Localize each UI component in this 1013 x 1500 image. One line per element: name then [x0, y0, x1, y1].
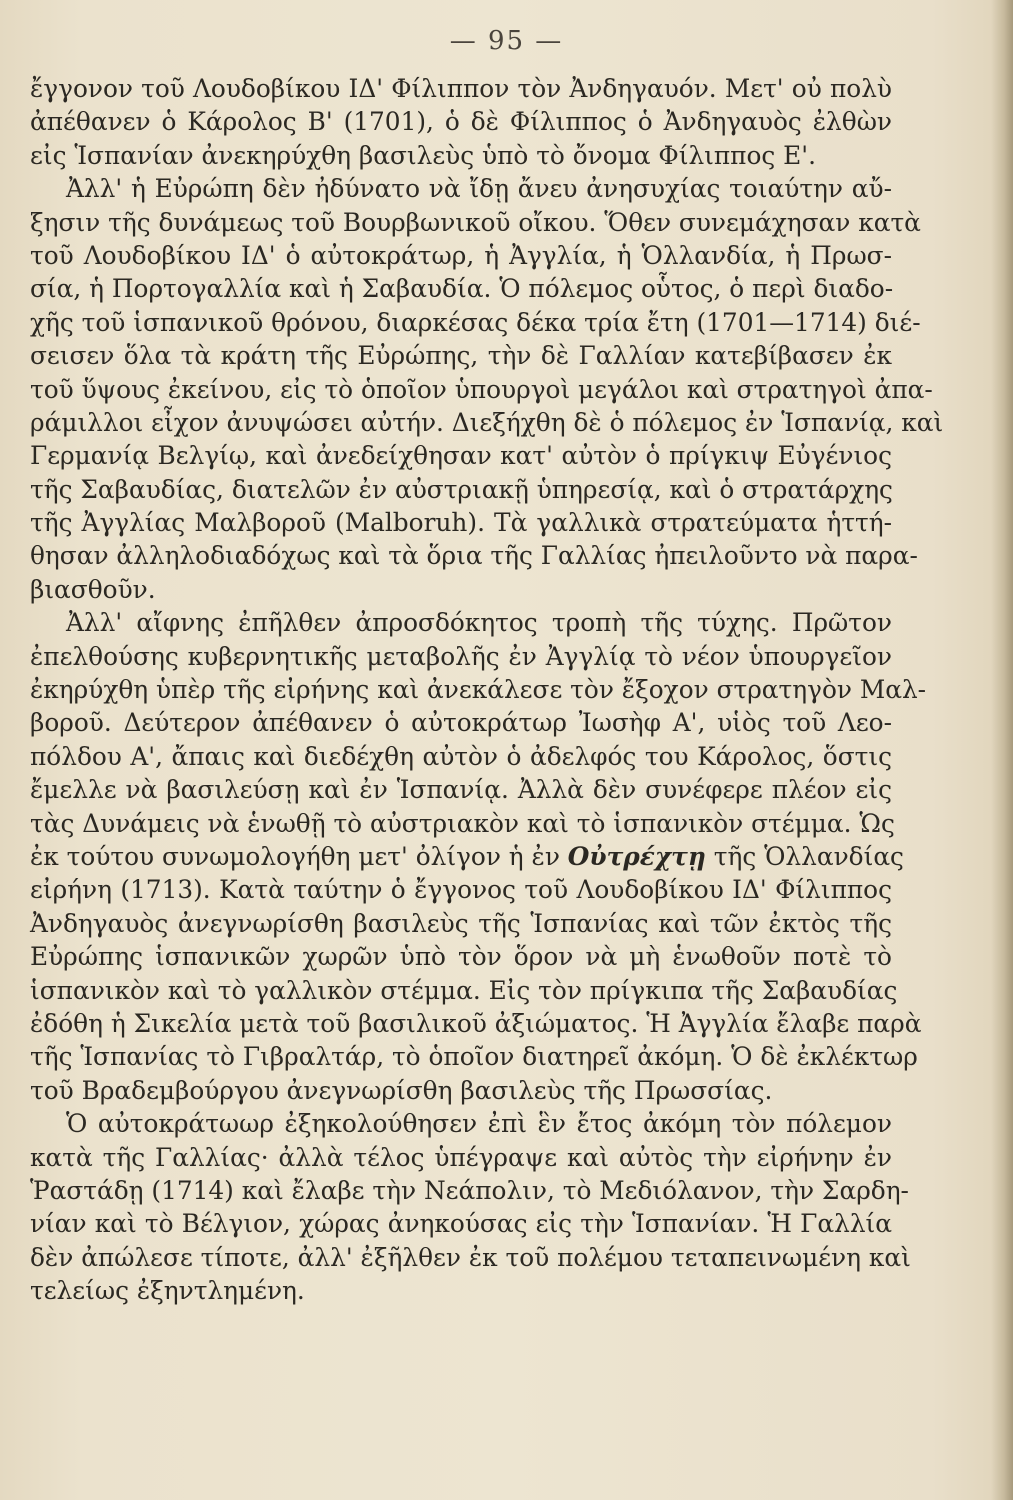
text-line: ἱσπανικὸν καὶ τὸ γαλλικὸν στέμμα. Εἰς τὸν πρίγκιπα τῆς Σαβαυδίας — [30, 975, 898, 1005]
text-line: ἐκηρύχθη ὑπὲρ τῆς εἰρήνης καὶ ἀνεκάλεσε τὸν ἔξοχον στρατηγὸν Μαλ- — [30, 675, 927, 705]
text-line: τοῦ Βραδεμβούργου ἀνεγνωρίσθη βασιλεὺς τῆς Πρωσσίας. — [30, 1075, 773, 1105]
text-line: ἐπελθούσης κυβερνητικῆς μεταβολῆς ἐν Ἀγγλίᾳ τὸ νέον ὑπουργεῖον — [30, 641, 892, 671]
text-line: θησαν ἀλληλοδιαδόχως καὶ τὰ ὅρια τῆς Γαλλίας ἠπειλοῦντο νὰ παρα- — [30, 541, 918, 571]
text-line: εἰρήνη (1713). Κατὰ ταύτην ὁ ἔγγονος τοῦ Λουδοβίκου ΙΔ' Φίλιππος — [30, 875, 892, 905]
paragraph — [30, 1107, 911, 1307]
text-line: ἀπέθανεν ὁ Κάρολος Β' (1701), ὁ δὲ Φίλιππος ὁ Ἀνδηγαυὸς ἐλθὼν — [30, 107, 892, 137]
paragraph — [30, 172, 944, 606]
text-line: ράμιλλοι εἶχον ἀνυψώσει αὐτήν. Διεξήχθη δὲ ὁ πόλεμος ἐν Ἱσπανίᾳ, καὶ — [30, 407, 944, 437]
text-line: Ῥαστάδῃ (1714) καὶ ἔλαβε τὴν Νεάπολιν, τὸ Μεδιόλανον, τὴν Σαρδη- — [30, 1175, 909, 1205]
text-line: τὰς Δυνάμεις νὰ ἑνωθῇ τὸ αὐστριακὸν καὶ τὸ ἱσπανικὸν στέμμα. Ὡς — [30, 808, 895, 838]
text-line: τῆς Σαβαυδίας, διατελῶν ἐν αὐστριακῇ ὑπηρεσίᾳ, καὶ ὁ στρατάρχης — [30, 474, 893, 504]
text-line: σεισεν ὅλα τὰ κράτη τῆς Εὐρώπης, τὴν δὲ Γαλλίαν κατεβίβασεν ἐκ — [30, 341, 892, 371]
text-line: πόλδου Α', ἄπαις καὶ διεδέχθη αὐτὸν ὁ ἀδελφός του Κάρολος, ὅστις — [30, 741, 892, 771]
text-line: ἔγγονον τοῦ Λουδοβίκου ΙΔ' Φίλιππον τὸν Ἀνδηγαυόν. Μετ' οὐ πολὺ — [30, 74, 892, 103]
text-line: Γερμανίᾳ Βελγίῳ, καὶ ἀνεδείχθησαν κατ' αὐτὸν ὁ πρίγκιψ Εὐγένιος — [30, 441, 892, 471]
text-line: βιασθοῦν. — [30, 574, 156, 604]
text-line: κατὰ τῆς Γαλλίας· ἀλλὰ τέλος ὑπέγραψε καὶ αὐτὸς τὴν εἰρήνην ἐν — [30, 1142, 892, 1172]
page-edge-shadow — [991, 0, 1013, 1500]
emphasized-place-name: Οὐτρέχτῃ — [567, 841, 706, 871]
text-line: εἰς Ἱσπανίαν ἀνεκηρύχθη βασιλεὺς ὑπὸ τὸ ὄνομα Φίλιππος Ε'. — [30, 140, 816, 170]
body-text — [30, 72, 944, 1307]
text-line: νίαν καὶ τὸ Βέλγιον, χώρας ἀνηκούσας εἰς τὴν Ἱσπανίαν. Ἡ Γαλλία — [30, 1209, 892, 1239]
paragraph — [30, 72, 892, 172]
text-line: βοροῦ. Δεύτερον ἀπέθανεν ὁ αὐτοκράτωρ Ἰωσὴφ Α', υἱὸς τοῦ Λεο- — [30, 708, 892, 738]
text-line: ξησιν τῆς δυνάμεως τοῦ Βουρβωνικοῦ οἴκου. Ὅθεν συνεμάχησαν κατὰ — [30, 207, 921, 237]
text-line: Εὐρώπης ἱσπανικῶν χωρῶν ὑπὸ τὸν ὅρον νὰ μὴ ἑνωθοῦν ποτὲ τὸ — [30, 942, 892, 972]
text-line: Ὁ αὐτοκράτωωρ ἐξηκολούθησεν ἐπὶ ἓν ἔτος ἀκόμη τὸν πόλεμον — [66, 1109, 892, 1139]
text-line: χῆς τοῦ ἱσπανικοῦ θρόνου, διαρκέσας δέκα τρία ἔτη (1701—1714) διέ- — [30, 307, 921, 337]
text-line: σία, ἡ Πορτογαλλία καὶ ἡ Σαβαυδία. Ὁ πόλεμος οὗτος, ὁ περὶ διαδο- — [30, 274, 894, 304]
text-line: τελείως ἐξηντλημένη. — [30, 1276, 305, 1306]
text-line: ἔμελλε νὰ βασιλεύσῃ καὶ ἐν Ἱσπανίᾳ. Ἀλλὰ δὲν συνέφερε πλέον εἰς — [30, 775, 892, 805]
text-line: τῆς Ἱσπανίας τὸ Γιβραλτάρ, τὸ ὁποῖον διατηρεῖ ἀκόμη. Ὁ δὲ ἐκλέκτωρ — [30, 1042, 918, 1072]
text-line: Ἀλλ' αἴφνης ἐπῆλθεν ἀπροσδόκητος τροπὴ τῆς τύχης. Πρῶτον — [66, 608, 892, 638]
text-line: δὲν ἀπώλεσε τίποτε, ἀλλ' ἐξῆλθεν ἐκ τοῦ πολέμου τεταπεινωμένη καὶ — [30, 1242, 911, 1272]
text-line: Ἀνδηγαυὸς ἀνεγνωρίσθη βασιλεὺς τῆς Ἱσπανίας καὶ τῶν ἐκτὸς τῆς — [30, 908, 892, 938]
text-line: ἐκ τούτου συνωμολογήθη μετ' ὀλίγον ἡ ἐν Οὐτρέχτῃ τῆς Ὁλλανδίας — [30, 841, 904, 871]
text-line: ἐδόθη ἡ Σικελία μετὰ τοῦ βασιλικοῦ ἀξιώματος. Ἡ Ἀγγλία ἔλαβε παρὰ — [30, 1008, 922, 1038]
page-number: — 95 — — [449, 26, 564, 56]
text-line: τοῦ Λουδοβίκου ΙΔ' ὁ αὐτοκράτωρ, ἡ Ἀγγλία, ἡ Ὁλλανδία, ἡ Πρωσ- — [30, 240, 892, 270]
text-line: Ἀλλ' ἡ Εὐρώπη δὲν ἠδύνατο νὰ ἴδῃ ἄνευ ἀνησυχίας τοιαύτην αὔ- — [66, 174, 892, 204]
paragraph — [30, 606, 927, 1107]
text-line: τοῦ ὕψους ἐκείνου, εἰς τὸ ὁποῖον ὑπουργοὶ μεγάλοι καὶ στρατηγοὶ ἀπα- — [30, 374, 933, 404]
text-line: τῆς Ἀγγλίας Μαλβοροῦ (Malboruh). Τὰ γαλλικὰ στρατεύματα ἡττή- — [30, 508, 892, 538]
